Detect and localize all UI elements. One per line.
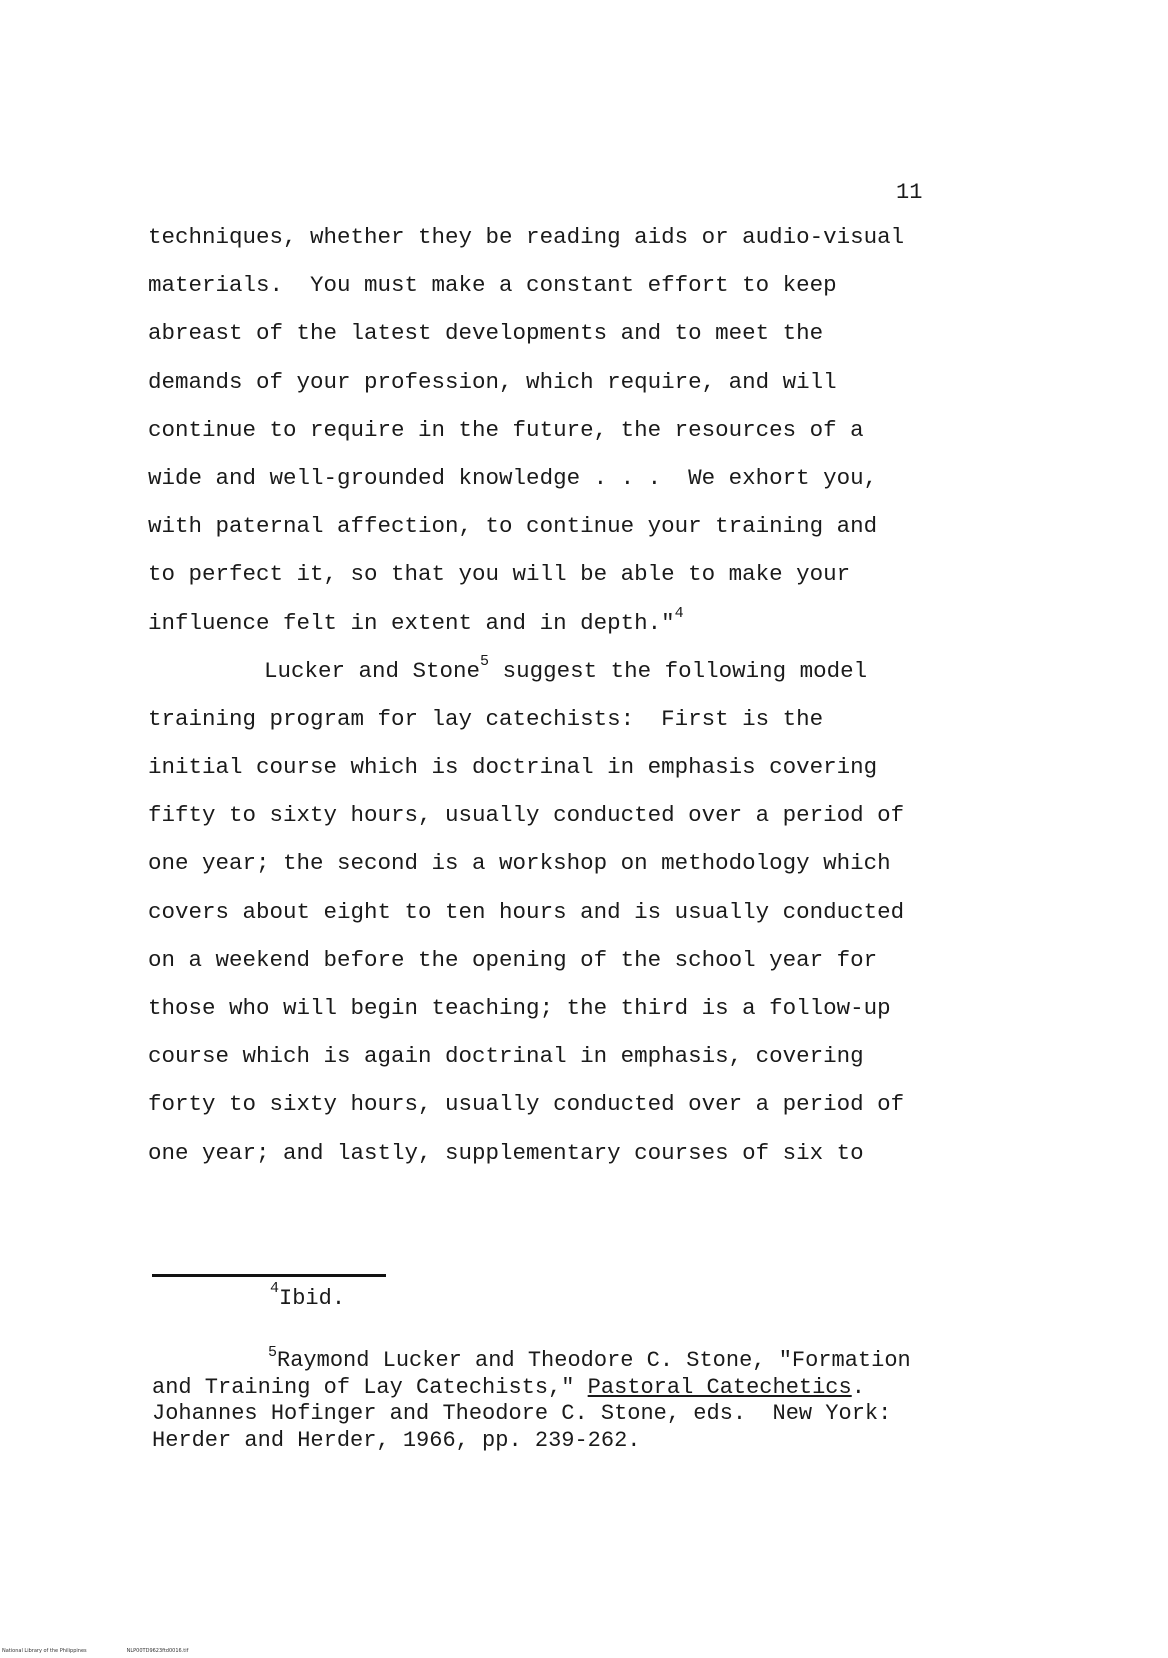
body-line: wide and well-grounded knowledge . . . We exhort you, <box>148 464 878 491</box>
body-line: course which is again doctrinal in emphasis, covering <box>148 1043 864 1070</box>
body-line: initial course which is doctrinal in emphasis covering <box>148 754 878 781</box>
footnote-line: $^5$Raymond Lucker and Theodore C. Stone, "Formation <box>268 1344 911 1373</box>
body-line: demands of your profession, which require, and will <box>148 368 837 395</box>
body-line: techniques, whether they be reading aids or audio-visual <box>148 224 905 250</box>
footnote-line: and Training of Lay Catechists," Pastoral Catechetics. <box>152 1374 865 1400</box>
body-line: forty to sixty hours, usually conducted over a period of <box>148 1091 905 1118</box>
footnote-ref-4: 4 <box>674 604 684 622</box>
body-line: on a weekend before the opening of the school year for <box>148 946 878 973</box>
footnote-ref-5: 5 <box>480 652 490 670</box>
footnote-5 <box>152 1344 982 1454</box>
footnote-line: Herder and Herder, 1966, pp. 239-262. <box>152 1427 641 1453</box>
body-line: to perfect it, so that you will be able to make your <box>148 561 851 588</box>
library-label: National Library of the Philippines <box>2 1648 87 1654</box>
footnote-marker: 4 <box>270 1280 280 1297</box>
body-text <box>148 213 968 1177</box>
footnote-divider <box>152 1274 386 1277</box>
body-line: with paternal affection, to continue your training and <box>148 513 878 540</box>
page-number: 11 <box>896 180 923 205</box>
scan-footer <box>2 1648 188 1654</box>
body-line: those who will begin teaching; the third is a follow-up <box>148 995 891 1021</box>
footnote-line: Johannes Hofinger and Theodore C. Stone, eds. New York: <box>152 1401 892 1426</box>
body-line: materials. You must make a constant effort to keep <box>148 272 837 299</box>
file-id: NLP00TD9623ftd0016.tif <box>126 1648 189 1654</box>
footnote-marker: 5 <box>268 1344 278 1361</box>
body-line: influence felt in extent and in depth."$^4$ <box>148 604 684 636</box>
footnote-4 <box>270 1280 346 1314</box>
body-line: covers about eight to ten hours and is usually conducted <box>148 898 905 925</box>
body-line: one year; the second is a workshop on methodology which <box>148 850 891 877</box>
body-line: abreast of the latest developments and to meet the <box>148 320 824 347</box>
paragraph-start: Lucker and Stone$^5$ suggest the following model <box>264 652 868 684</box>
book-title: Pastoral Catechetics <box>587 1374 852 1400</box>
body-line: training program for lay catechists: First is the <box>148 705 824 732</box>
body-line: continue to require in the future, the resources of a <box>148 416 864 443</box>
body-line: fifty to sixty hours, usually conducted over a period of <box>148 802 905 829</box>
body-line: one year; and lastly, supplementary courses of six to <box>148 1139 864 1166</box>
footnote-text: Ibid. <box>279 1286 346 1311</box>
